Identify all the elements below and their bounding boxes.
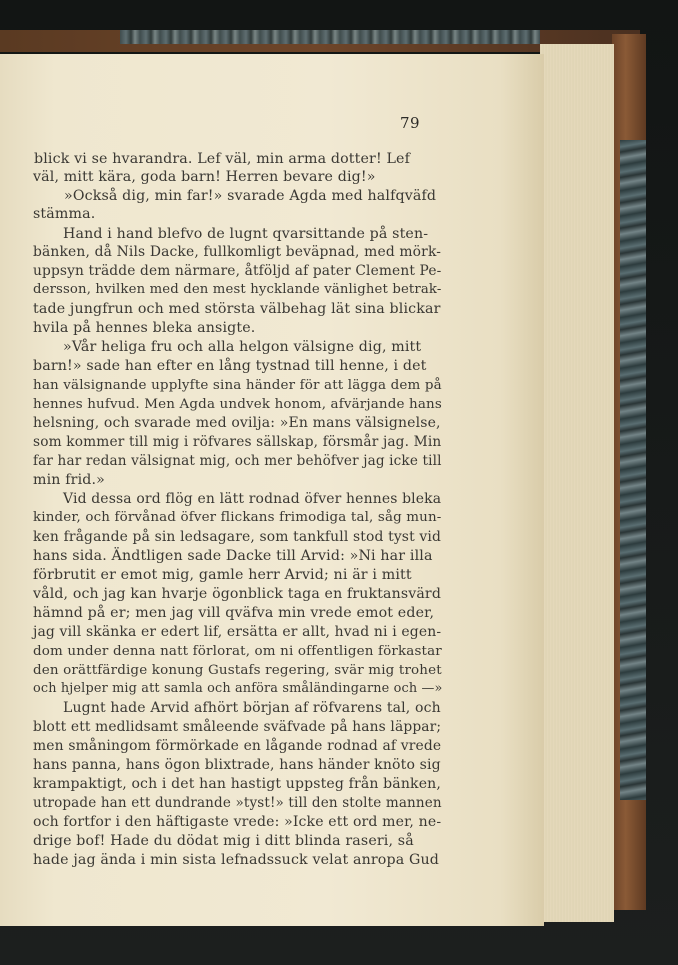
text-line: helsning, och svarade med ovilja: »En mans välsignelse, bbox=[33, 415, 441, 431]
text-line: och fortfor i den häftigaste vrede: »Icke ett ord mer, ne- bbox=[33, 814, 442, 830]
text-line: kinder, och förvånad öfver flickans frimodiga tal, såg mun- bbox=[33, 510, 442, 525]
text-line: väl, mitt kära, goda barn! Herren bevare dig!» bbox=[33, 169, 376, 185]
text-line: far har redan välsignat mig, och mer behöfver jag icke till bbox=[33, 453, 442, 469]
text-line: min frid.» bbox=[33, 472, 105, 488]
marbled-cover-right bbox=[620, 140, 646, 800]
page-number: 79 bbox=[400, 114, 421, 132]
text-line: hans sida. Ändtligen sade Dacke till Arvid: »Ni har illa bbox=[33, 548, 433, 564]
text-line: bänken, då Nils Dacke, fullkomligt beväpnad, med mörk- bbox=[33, 244, 442, 260]
text-line: krampaktigt, och i det han hastigt uppsteg från bänken, bbox=[33, 776, 441, 792]
text-line: hade jag ända i min sista lefnadssuck velat anropa Gud bbox=[33, 852, 439, 868]
text-line: dersson, hvilken med den mest hycklande vänlighet betrak- bbox=[33, 282, 442, 297]
text-line: uppsyn trädde dem närmare, åtföljd af pater Clement Pe- bbox=[33, 263, 442, 279]
text-line: blott ett medlidsamt småleende sväfvade på hans läppar; bbox=[33, 719, 442, 735]
text-line: hennes hufvud. Men Agda undvek honom, afvärjande hans bbox=[33, 396, 442, 412]
text-line: drige bof! Hade du dödat mig i ditt blinda raseri, så bbox=[33, 833, 414, 849]
text-line: ken frågande på sin ledsagare, som tankfull stod tyst vid bbox=[33, 529, 441, 545]
text-line: men småningom förmörkade en lågande rodnad af vrede bbox=[33, 738, 442, 754]
text-line: hans panna, hans ögon blixtrade, hans händer knöto sig bbox=[33, 757, 441, 773]
text-line: stämma. bbox=[33, 206, 96, 222]
text-line: utropade han ett dundrande »tyst!» till den stolte mannen bbox=[33, 795, 442, 811]
text-line: »Också dig, min far!» svarade Agda med halfqväfd bbox=[64, 188, 437, 204]
text-line: tade jungfrun och med största välbehag lät sina blickar bbox=[33, 301, 441, 317]
text-line: förbrutit er emot mig, gamle herr Arvid; ni är i mitt bbox=[33, 567, 412, 583]
text-line: han välsignande upplyfte sina händer för att lägga dem på bbox=[33, 377, 442, 393]
text-line: våld, och jag kan hvarje ögonblick taga en fruktansvärd bbox=[33, 586, 442, 602]
text-line: hämnd på er; men jag vill qväfva min vrede emot eder, bbox=[33, 605, 435, 621]
text-line: »Vår heliga fru och alla helgon välsigne dig, mitt bbox=[63, 339, 422, 355]
text-line: som kommer till mig i röfvares sällskap, försmår jag. Min bbox=[33, 434, 442, 450]
page-edges bbox=[540, 44, 614, 922]
text-line: Vid dessa ord flög en lätt rodnad öfver hennes bleka bbox=[63, 491, 442, 507]
text-line: och hjelper mig att samla och anföra småländingarne och —» bbox=[33, 681, 443, 696]
text-line: Lugnt hade Arvid afhört början af röfvarens tal, och bbox=[63, 700, 441, 716]
text-line: barn!» sade han efter en lång tystnad till henne, i det bbox=[33, 358, 427, 374]
text-line: den orättfärdige konung Gustafs regering, svär mig trohet bbox=[33, 662, 442, 678]
marbled-cover-top bbox=[120, 30, 540, 44]
text-line: hvila på hennes bleka ansigte. bbox=[33, 320, 256, 336]
text-line: jag vill skänka er edert lif, ersätta er allt, hvad ni i egen- bbox=[33, 624, 442, 640]
text-line: blick vi se hvarandra. Lef väl, min arma dotter! Lef bbox=[34, 151, 410, 167]
text-line: dom under denna natt förlorat, om ni offentligen förkastar bbox=[33, 643, 442, 659]
text-line: Hand i hand blefvo de lugnt qvarsittande på sten- bbox=[63, 226, 429, 242]
